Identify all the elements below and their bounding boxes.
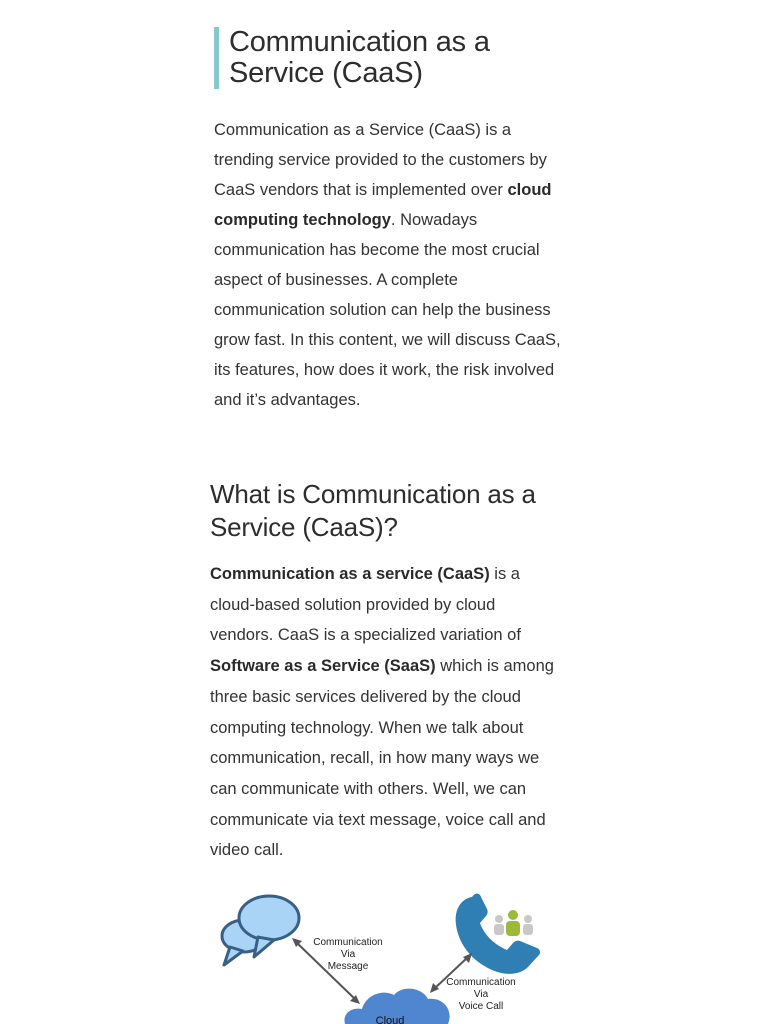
- article-title-block: [214, 27, 589, 89]
- section-heading: What is Communication as a Service (CaaS)?: [210, 479, 536, 542]
- voice-label-line-2: Via: [473, 989, 489, 1000]
- people-icon: [494, 910, 533, 936]
- intro-text-2: . Nowadays communication has become the most crucial aspect of businesses. A complete communication solution can help the business grow fast. In this content, we will discuss CaaS, its features, how does it work, the risk involved and it’s advantages.: [214, 211, 561, 409]
- speech-bubbles-icon: [222, 896, 299, 965]
- caas-diagram-svg: [210, 885, 550, 1024]
- section-bold-1: Communication as a service (CaaS): [210, 565, 490, 583]
- section-paragraph: [210, 559, 560, 866]
- cloud-label: Cloud: [375, 1015, 405, 1024]
- section-bold-2: Software as a Service (SaaS): [210, 657, 436, 676]
- intro-paragraph: [214, 115, 564, 415]
- intro-bold-1: cloud computing technology: [214, 181, 552, 229]
- message-label-line-2: Via: [340, 949, 356, 960]
- section-text-1: is a cloud-based solution provided by cloud vendors. CaaS is a specialized variation of: [210, 565, 521, 645]
- voice-label-line-1: Communication: [446, 977, 516, 988]
- voice-label-line-3: Voice Call: [458, 1001, 504, 1012]
- message-label-line-1: Communication: [313, 937, 383, 948]
- article-title: Communication as a Service (CaaS): [229, 26, 490, 89]
- intro-text-1: Communication as a Service (CaaS) is a trending service provided to the customers by CaaS vendors that is implemented over: [214, 121, 547, 199]
- section-text-2: which is among three basic services delivered by the cloud computing technology. When we talk about communication, recall, in how many ways we can communicate with others. Well, we can communicate via text message, voice call and video call.: [210, 657, 554, 860]
- cloud-icon: [344, 989, 449, 1024]
- caas-diagram: [210, 885, 550, 1024]
- message-label-line-3: Message: [327, 961, 369, 972]
